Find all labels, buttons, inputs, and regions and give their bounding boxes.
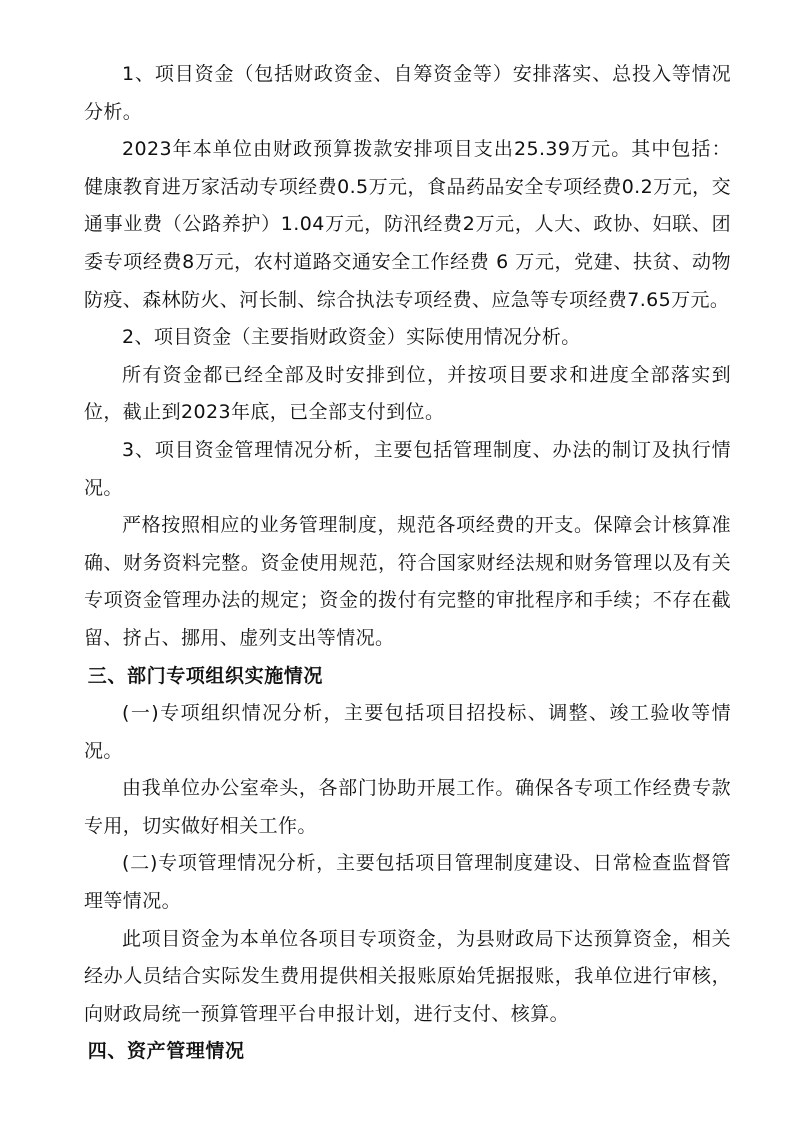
paragraph-subsection-1-organization: (一)专项组织情况分析，主要包括项目招投标、调整、竣工验收等情况。 xyxy=(84,702,731,762)
paragraph-item-2-actual-usage: 2、项目资金（主要指财政资金）实际使用情况分析。 xyxy=(122,326,581,349)
paragraph-subsection-2-management: (二)专项管理情况分析，主要包括项目管理制度建设、日常检查监督管理等情况。 xyxy=(84,852,731,913)
paragraph-special-funds-process: 此项目资金为本单位各项目专项资金，为县财政局下达预算资金，相关经办人员结合实际发生费用提供相关报账原始凭据报账，我单位进行审核，向财政局统一预算管理平台申报计划，进行支付、核算。 xyxy=(84,927,731,1025)
section-heading-3: 三、部门专项组织实施情况 xyxy=(87,664,323,687)
paragraph-office-lead: 由我单位办公室牵头，各部门协助开展工作。确保各专项工作经费专款专用，切实做好相关工作。 xyxy=(84,777,731,837)
paragraph-project-expenditure-2023: 2023年本单位由财政预算拨款安排项目支出25.39万元。其中包括：健康教育进万家活动专项经费0.5万元，食品药品安全专项经费0.2万元，交通事业费（公路养护）1.04万元，防汛经费2万元，人大、政协、妇联、团委专项经费8万元，农村道路交通安全工作经费 6 万元，党建、扶贫、动物防疫、森林防火、河长制、综合执法专项经费、应急等专项经费7.65万元。 xyxy=(84,138,731,311)
paragraph-funds-in-place: 所有资金都已经全部及时安排到位，并按项目要求和进度全部落实到位，截止到2023年底，已全部支付到位。 xyxy=(84,363,731,424)
section-heading-4: 四、资产管理情况 xyxy=(87,1040,245,1063)
paragraph-item-1-funding-arrangement: 1、项目资金（包括财政资金、自筹资金等）安排落实、总投入等情况分析。 xyxy=(84,63,731,123)
paragraph-item-3-fund-management: 3、项目资金管理情况分析，主要包括管理制度、办法的制订及执行情况。 xyxy=(84,438,731,499)
paragraph-management-compliance: 严格按照相应的业务管理制度，规范各项经费的开支。保障会计核算准确、财务资料完整。资金使用规范，符合国家财经法规和财务管理以及有关专项资金管理办法的规定；资金的拨付有完整的审批程序和手续；不存在截留、挤占、挪用、虚列支出等情况。 xyxy=(84,514,731,649)
